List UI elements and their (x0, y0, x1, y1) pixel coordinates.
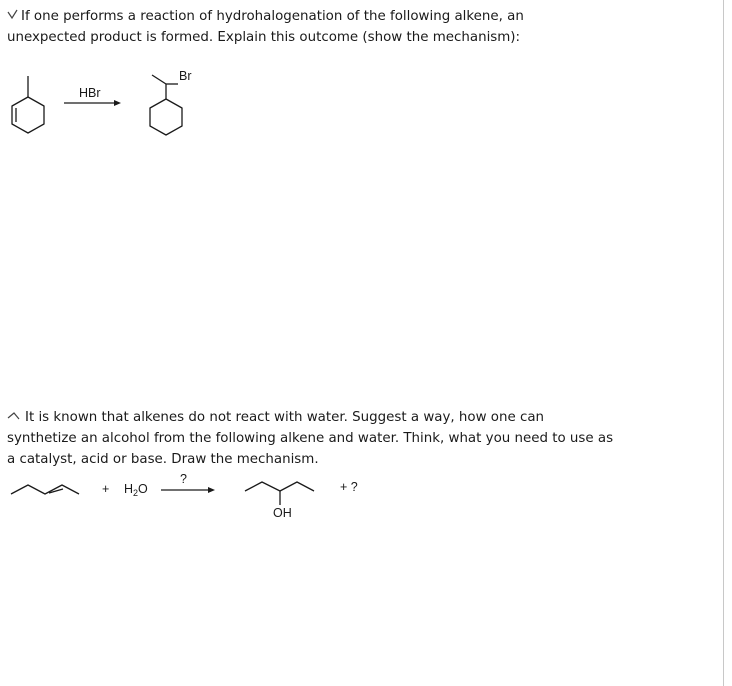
water-subscript: 2 (133, 488, 139, 498)
question-1-body: If one performs a reaction of hydrohalogenation of the following alkene, an unexpected product is formed. Explain this outcome (show the mechanism): (7, 9, 524, 45)
water-formula (124, 482, 148, 498)
hydroxyl-label: OH (273, 506, 292, 520)
water-o: O (138, 482, 148, 496)
question-2-body: It is known that alkenes do not react with water. Suggest a way, how one can synthetize an alcohol from the following alkene and water. Think, what you need to use as a catalyst, acid or base. Draw the mechanism. (7, 410, 614, 467)
catalyst-label: ? (180, 472, 187, 486)
byproduct-label: + ? (340, 480, 358, 494)
product-alcohol-structure (245, 482, 314, 505)
reaction-arrow-2 (161, 487, 215, 493)
bromine-label: Br (179, 69, 192, 83)
product-bromide-structure (150, 75, 182, 135)
scrollbar[interactable] (723, 0, 724, 686)
reactant-alkene-chain (11, 485, 79, 494)
reactant-alkene-structure (12, 76, 44, 133)
reaction-arrow-1 (64, 100, 121, 106)
water-h: H (124, 482, 134, 496)
plus-sign: + (102, 482, 110, 496)
reagent-label: HBr (79, 86, 101, 100)
